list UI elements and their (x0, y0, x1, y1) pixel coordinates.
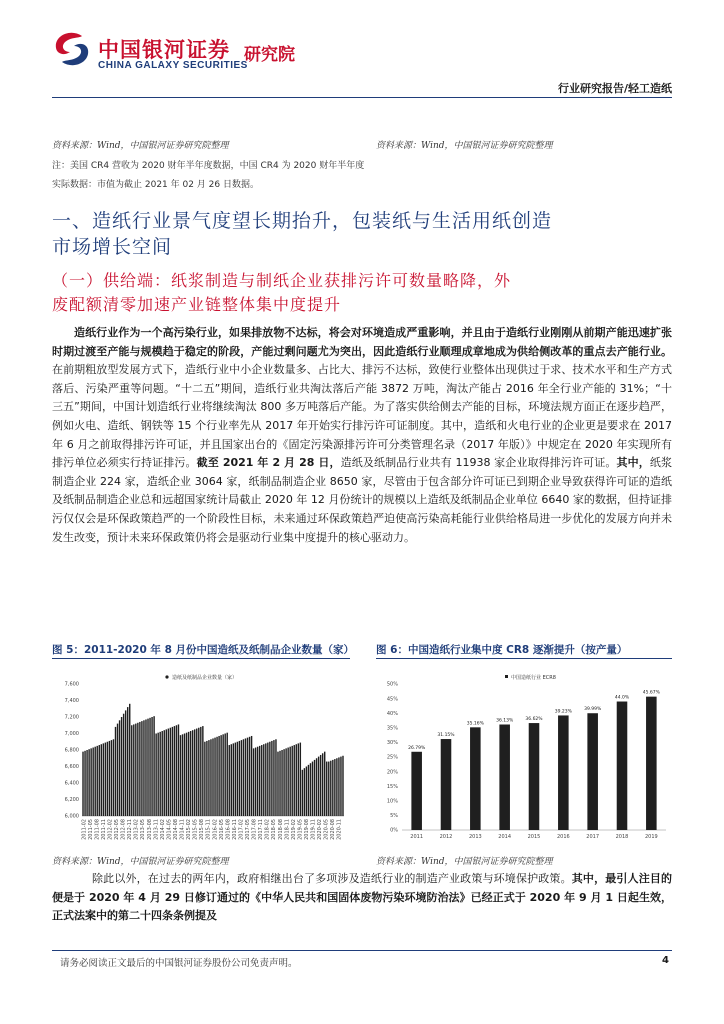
figure5-x-tick: 2020-11 (336, 819, 343, 840)
figure6-y-tick: 45% (386, 696, 398, 703)
figure5-bar (265, 743, 266, 816)
figure5-bar (243, 739, 244, 816)
footer-rule (52, 950, 672, 951)
figure5-bar (310, 763, 311, 816)
figure5-bar (216, 737, 217, 816)
page-number: 4 (662, 955, 669, 966)
figure5-bar (129, 704, 130, 816)
figure5-bar (336, 758, 337, 816)
para1-bold-date: 截至 2021 年 2 月 28 日， (196, 456, 341, 470)
figure6-x-tick: 2012 (439, 834, 453, 840)
para1-text-permits: 造纸及纸制品行业共有 11938 家企业取得排污许可证。 (340, 456, 617, 470)
figure6-x-tick: 2016 (556, 834, 570, 840)
figure5-bar (334, 759, 335, 816)
figure6-y-tick: 0% (390, 827, 398, 834)
figure5-x-tick: 2014-05 (166, 819, 173, 840)
figure5-x-tick: 2015-05 (192, 819, 199, 840)
figure5-bar (113, 739, 114, 816)
figure5-x-tick: 2017-08 (251, 819, 258, 840)
figure5-bar (133, 724, 134, 816)
para1-bold-among: 其中， (616, 456, 650, 470)
body-paragraph-1 (52, 324, 672, 547)
figure5-bar (212, 738, 213, 816)
figure6-chart (376, 664, 672, 849)
figure5-bar (206, 741, 207, 816)
figure5-bar (304, 768, 305, 816)
figure6-bar (587, 713, 598, 830)
figure5-bar (231, 744, 232, 816)
figure5-bar (306, 767, 307, 817)
figure5-x-tick: 2018-11 (284, 819, 291, 840)
logo-english-name: CHINA GALAXY SECURITIES (98, 60, 248, 71)
figure5-bar (176, 725, 177, 816)
figure6-y-tick: 10% (386, 798, 398, 805)
figure5-bar (198, 728, 199, 816)
figure5-bar (338, 757, 339, 816)
figure5-x-tick: 2014-02 (159, 819, 166, 840)
figure6-y-tick: 30% (386, 740, 398, 747)
figure5-x-tick: 2012-05 (114, 819, 121, 840)
subsection-heading (52, 269, 672, 317)
figure5-bar (237, 742, 238, 816)
figure5-bar (326, 762, 327, 816)
figure5-bar (229, 745, 230, 816)
figure5-bar (235, 743, 236, 816)
figure5-bar (90, 748, 91, 816)
figure5-bar (141, 721, 142, 816)
figure5-bar (125, 710, 126, 816)
figure6-bar (470, 727, 481, 830)
figure5-bar (155, 734, 156, 817)
galaxy-logo-icon (52, 30, 92, 68)
figure5-bar (251, 736, 252, 816)
figure5-bar (97, 746, 98, 816)
figure5-bar (188, 732, 189, 816)
top-note-2: 实际数据：市值为截止 2021 年 02 月 26 日数据。 (52, 180, 259, 190)
figure5-x-tick: 2019-11 (310, 819, 317, 840)
figure5-bar (164, 730, 165, 816)
figure5-bar (279, 751, 280, 816)
figure5-bar (180, 735, 181, 816)
figure5-x-tick: 2017-05 (245, 819, 252, 840)
figure5-bar (94, 747, 95, 816)
figure5-bar (222, 734, 223, 816)
figure5-bar (153, 716, 154, 816)
figure5-bar (86, 750, 87, 816)
figure5-x-tick: 2017-02 (238, 819, 245, 840)
figure5-bar (139, 722, 140, 816)
figure5-bar (214, 738, 215, 816)
figure5-bar (239, 741, 240, 816)
figure5-x-tick: 2016-08 (225, 819, 232, 840)
figure5-bar (105, 743, 106, 816)
figure6-x-tick: 2013 (468, 834, 482, 840)
figure5-x-tick: 2015-08 (199, 819, 206, 840)
figure5-bar (135, 724, 136, 816)
figure5-x-tick: 2011-08 (94, 819, 101, 840)
figure5-x-tick: 2011-11 (100, 819, 107, 840)
figure5-x-tick: 2020-02 (317, 819, 324, 840)
figure5-bar (318, 757, 319, 816)
figure5-bar (220, 735, 221, 816)
figure5-bar (302, 770, 303, 816)
figure6-y-tick: 15% (386, 783, 398, 790)
top-note-1: 注：美国 CR4 营收为 2020 财年半年度数据，中国 CR4 为 2020 财年半年度 (52, 161, 365, 171)
figure6-title: 图 6：中国造纸行业集中度 CR8 逐渐提升（按产量） (376, 644, 628, 656)
figure5-bar (261, 745, 262, 816)
figure5-source: 资料来源：Wind，中国银河证券研究院整理 (52, 857, 229, 867)
figure6-data-label: 36.13% (496, 718, 514, 724)
figure5-y-tick: 6,400 (64, 780, 79, 787)
figure5-bar (330, 761, 331, 816)
figure5-bar (253, 748, 254, 816)
figure5-bar (294, 745, 295, 816)
figure6-data-label: 44.0% (614, 695, 630, 701)
figure5-bar (269, 742, 270, 816)
para1-bold-lead: 造纸行业作为一个高污染行业，如果排放物不达标，将会对环境造成严重影响，并且由于造纸行业刚刚从前期产能迅速扩张时期过渡至产能与规模趋于稳定的阶段，产能过剩问题尤为突出，因此造纸行业顺理成章地成为供给侧改革的重点去产能行业。 (52, 326, 672, 358)
figure5-bar (227, 733, 228, 816)
figure6-data-label: 31.15% (437, 733, 455, 739)
figure5-bar (224, 734, 225, 817)
figure5-chart (52, 664, 350, 849)
figure5-x-tick: 2016-11 (231, 819, 238, 840)
figure5-bar (283, 749, 284, 816)
figure5-x-tick: 2013-11 (153, 819, 160, 840)
figure5-bar (316, 758, 317, 816)
figure5-bar (99, 745, 100, 816)
figure5-bar (119, 720, 120, 816)
figure5-bar (249, 737, 250, 816)
figure6-data-label: 26.79% (408, 745, 426, 751)
figure5-bar (328, 762, 329, 816)
figure5-bar (178, 724, 179, 816)
figure5-bar (115, 727, 116, 816)
figure5-bar (137, 723, 138, 816)
figure5-y-tick: 6,800 (64, 747, 79, 754)
figure5-bar (291, 746, 292, 816)
figure5-bar (192, 730, 193, 816)
figure6-legend: 中国造纸行业 ECR8 (511, 675, 556, 681)
figure5-x-tick: 2013-05 (140, 819, 147, 840)
figure5-y-tick: 7,400 (64, 698, 79, 705)
figure5-bar (340, 757, 341, 816)
figure5-bar (208, 740, 209, 816)
figure6-bar (558, 715, 569, 830)
figure6-bar (646, 697, 657, 830)
figure5-bar (322, 753, 323, 816)
figure5-bar (186, 733, 187, 816)
figure5-x-tick: 2012-08 (120, 819, 127, 840)
figure5-bar (257, 747, 258, 816)
figure6-data-label: 39.99% (584, 707, 602, 713)
figure5-bar (121, 717, 122, 816)
figure5-bar (210, 739, 211, 816)
section-heading (52, 208, 672, 260)
figure5-bar (245, 738, 246, 816)
figure6-data-label: 35.16% (466, 721, 484, 727)
figure5-bar (157, 733, 158, 816)
para1-text-detail: 纸浆制造企业 224 家，造纸企业 3064 家，纸制品制造企业 8650 家，尽管由于包含部分许可证已到期企业导致获得许可证的造纸及纸制品制造企业总和远超国家统计局截止 2020 年 12 月份统计的规模以上造纸及纸制品企业单位 6640 家的数据，但持证排污仅仅会是环保政策趋严的一个阶段性目标，未来通过环保政策趋严迫使高污染高耗能行业供给格局进一步优化的发展方向并未发生改变，预计未来环保政策仍将会是驱动行业集中度提升的核心驱动力。 (52, 456, 673, 544)
figure6-data-label: 36.62% (525, 717, 543, 723)
figure5-bar (271, 741, 272, 816)
figure5-bar (194, 729, 195, 816)
figure5-bar (149, 718, 150, 816)
figure5-bar (273, 740, 274, 816)
figure5-bar (241, 740, 242, 816)
figure5-bar (147, 719, 148, 816)
top-source-right: 资料来源：Wind，中国银河证券研究院整理 (376, 141, 553, 151)
figure5-x-tick: 2019-08 (303, 819, 310, 840)
figure6-bar (411, 752, 422, 830)
figure5-bar (174, 726, 175, 816)
figure6-y-tick: 40% (386, 710, 398, 717)
figure6-legend-marker (505, 675, 508, 678)
figure5-bar (298, 743, 299, 816)
figure5-bar (109, 741, 110, 816)
para2-bold: 其中，最引人注目的便是于 2020 年 4 月 29 日修订通过的《中华人民共和国固体废物污染环境防治法》已经正式于 2020 年 9 月 1 日起生效，正式法案中的第二十四条条例提及 (52, 872, 673, 923)
figure5-x-tick: 2011-02 (81, 819, 88, 840)
figure5-bar (170, 728, 171, 816)
figure5-bar (131, 725, 132, 816)
figure5-x-tick: 2013-08 (146, 819, 153, 840)
figure5-bar (202, 726, 203, 816)
figure5-bar (172, 727, 173, 816)
figure5-bar (259, 746, 260, 816)
figure6-x-tick: 2017 (586, 834, 600, 840)
figure5-y-tick: 6,600 (64, 764, 79, 771)
figure6-y-tick: 50% (386, 681, 398, 688)
figure5-bar (166, 729, 167, 816)
report-type: 行业研究报告/轻工造纸 (557, 82, 672, 95)
figure6-bar (617, 702, 628, 830)
figure5-bar (127, 707, 128, 816)
figure6-data-label: 45.67% (642, 690, 660, 696)
para1-text: 在前期粗放型发展方式下，造纸行业中小企业数量多、占比大、排污不达标，致使行业整体出现供过于求、技术水平和生产方式落后、污染严重等问题。“十二五”期间，造纸行业共淘汰落后产能 3872 万吨，淘汰产能占 2016 年全行业产能的 31%；“十三五”期间，中国计划造纸行业将继续淘汰 800 多万吨落后产能。为了落实供给侧去产能的目标，环境法规方面正在逐步趋严，例如火电、造纸、钢铁等 15 个行业率先从 2017 年开始实行排污许可证制度。其中，造纸和火电行业的企业更是要求在 2017 年 6 月之前取得排污许可证，并且国家出台的《固定污染源排污许可分类管理名录（2017 年版）》中规定在 2020 年实现所有排污单位必须实行持证排污。 (52, 363, 672, 470)
figure5-bar (277, 752, 278, 816)
figure6-x-tick: 2014 (498, 834, 512, 840)
figure5-x-tick: 2020-05 (323, 819, 330, 840)
figure6-y-tick: 5% (390, 813, 398, 820)
header-rule (52, 97, 672, 98)
figure5-bar (287, 748, 288, 816)
figure6-x-tick: 2015 (527, 834, 541, 840)
logo-chinese-name: 中国银河证券 (98, 38, 230, 62)
figure6-y-tick: 35% (386, 725, 398, 732)
figure5-bar (190, 731, 191, 816)
figure5-y-tick: 6,000 (64, 813, 79, 820)
figure5-bar (267, 743, 268, 816)
figure5-bar (184, 734, 185, 817)
figure5-legend: 造纸及纸制品企业数量（家） (172, 675, 238, 681)
figure5-x-tick: 2020-08 (330, 819, 337, 840)
figure5-bar (84, 751, 85, 816)
figure5-x-tick: 2017-11 (258, 819, 265, 840)
figure5-bar (204, 742, 205, 816)
figure5-bar (308, 765, 309, 816)
figure5-bar (182, 734, 183, 816)
figure5-bar (111, 740, 112, 816)
figure5-bar (168, 729, 169, 816)
figure5-y-tick: 7,600 (64, 681, 79, 688)
figure6-x-tick: 2018 (615, 834, 629, 840)
figure5-y-tick: 6,200 (64, 797, 79, 804)
figure5-title-rule (52, 658, 350, 659)
figure5-bar (285, 748, 286, 816)
figure5-x-tick: 2011-05 (87, 819, 94, 840)
subsection-heading-line1: （一）供给端：纸浆制造与制纸企业获排污许可数量略降，外 (52, 271, 512, 290)
figure5-x-tick: 2016-02 (212, 819, 219, 840)
figure6-title-rule (376, 658, 672, 659)
figure5-bar (145, 719, 146, 816)
figure5-x-tick: 2019-05 (297, 819, 304, 840)
subsection-heading-line2: 废配额清零加速产业链整体集中度提升 (52, 295, 342, 314)
figure5-bar (312, 762, 313, 816)
figure5-x-tick: 2014-08 (172, 819, 179, 840)
figure5-bar (162, 731, 163, 816)
figure5-x-tick: 2015-11 (205, 819, 212, 840)
figure5-bar (151, 717, 152, 816)
figure6-x-tick: 2011 (410, 834, 424, 840)
figure5-bar (281, 750, 282, 816)
figure6-bar (529, 723, 540, 830)
figure5-bar (117, 724, 118, 816)
figure5-bar (196, 729, 197, 816)
figure5-bar (88, 749, 89, 816)
figure6-x-tick: 2019 (644, 834, 658, 840)
figure5-bar (143, 720, 144, 816)
figure5-bar (320, 755, 321, 816)
figure5-bar (263, 744, 264, 816)
figure5-bar (123, 714, 124, 816)
figure5-bar (275, 739, 276, 816)
figure5-x-tick: 2018-08 (277, 819, 284, 840)
figure5-bar (101, 744, 102, 816)
figure5-bar (82, 752, 83, 816)
section-heading-line2: 市场增长空间 (52, 236, 173, 258)
section-heading-line1: 一、造纸行业景气度望长期抬升，包装纸与生活用纸创造 (52, 210, 553, 232)
figure5-bar (247, 738, 248, 816)
figure5-x-tick: 2012-11 (127, 819, 134, 840)
figure5-bar (233, 743, 234, 816)
figure5-bar (289, 747, 290, 816)
figure6-y-tick: 20% (386, 769, 398, 776)
figure5-bar (342, 756, 343, 816)
footer-disclaimer: 请务必阅读正文最后的中国银河证券股份公司免责声明。 (60, 958, 298, 969)
figure5-x-tick: 2013-02 (133, 819, 140, 840)
figure5-x-tick: 2018-02 (264, 819, 271, 840)
figure5-bar (159, 732, 160, 816)
figure5-y-tick: 7,000 (64, 731, 79, 738)
body-paragraph-2 (52, 870, 672, 926)
figure5-x-tick: 2014-11 (179, 819, 186, 840)
figure6-bar (499, 725, 510, 830)
institute-label: 研究院 (244, 45, 295, 65)
figure5-title: 图 5：2011-2020 年 8 月份中国造纸及纸制品企业数量（家） (52, 644, 355, 656)
figure5-y-tick: 7,200 (64, 714, 79, 721)
figure5-bar (255, 748, 256, 816)
figure5-x-tick: 2012-02 (107, 819, 114, 840)
para2-text: 除此以外，在过去的两年内，政府相继出台了多项涉及造纸行业的制造产业政策与环境保护政策。 (92, 872, 572, 885)
figure5-bar (332, 760, 333, 816)
figure6-bar (441, 739, 452, 830)
figure5-bar (300, 743, 301, 816)
figure6-source: 资料来源：Wind，中国银河证券研究院整理 (376, 857, 553, 867)
figure5-x-tick: 2016-05 (218, 819, 225, 840)
figure5-bar (296, 744, 297, 816)
figure5-bar (324, 752, 325, 816)
figure6-y-tick: 25% (386, 754, 398, 761)
figure5-bar (92, 748, 93, 816)
figure5-x-tick: 2015-02 (186, 819, 193, 840)
figure5-x-tick: 2019-02 (290, 819, 297, 840)
figure5-legend-marker (165, 675, 168, 678)
figure5-bar (103, 743, 104, 816)
figure5-bar (218, 736, 219, 816)
figure6-data-label: 39.23% (554, 709, 572, 715)
figure5-x-tick: 2018-05 (271, 819, 278, 840)
figure5-bar (107, 742, 108, 816)
figure5-bar (314, 760, 315, 816)
top-source-left: 资料来源：Wind，中国银河证券研究院整理 (52, 141, 229, 151)
figure5-bar (200, 727, 201, 816)
